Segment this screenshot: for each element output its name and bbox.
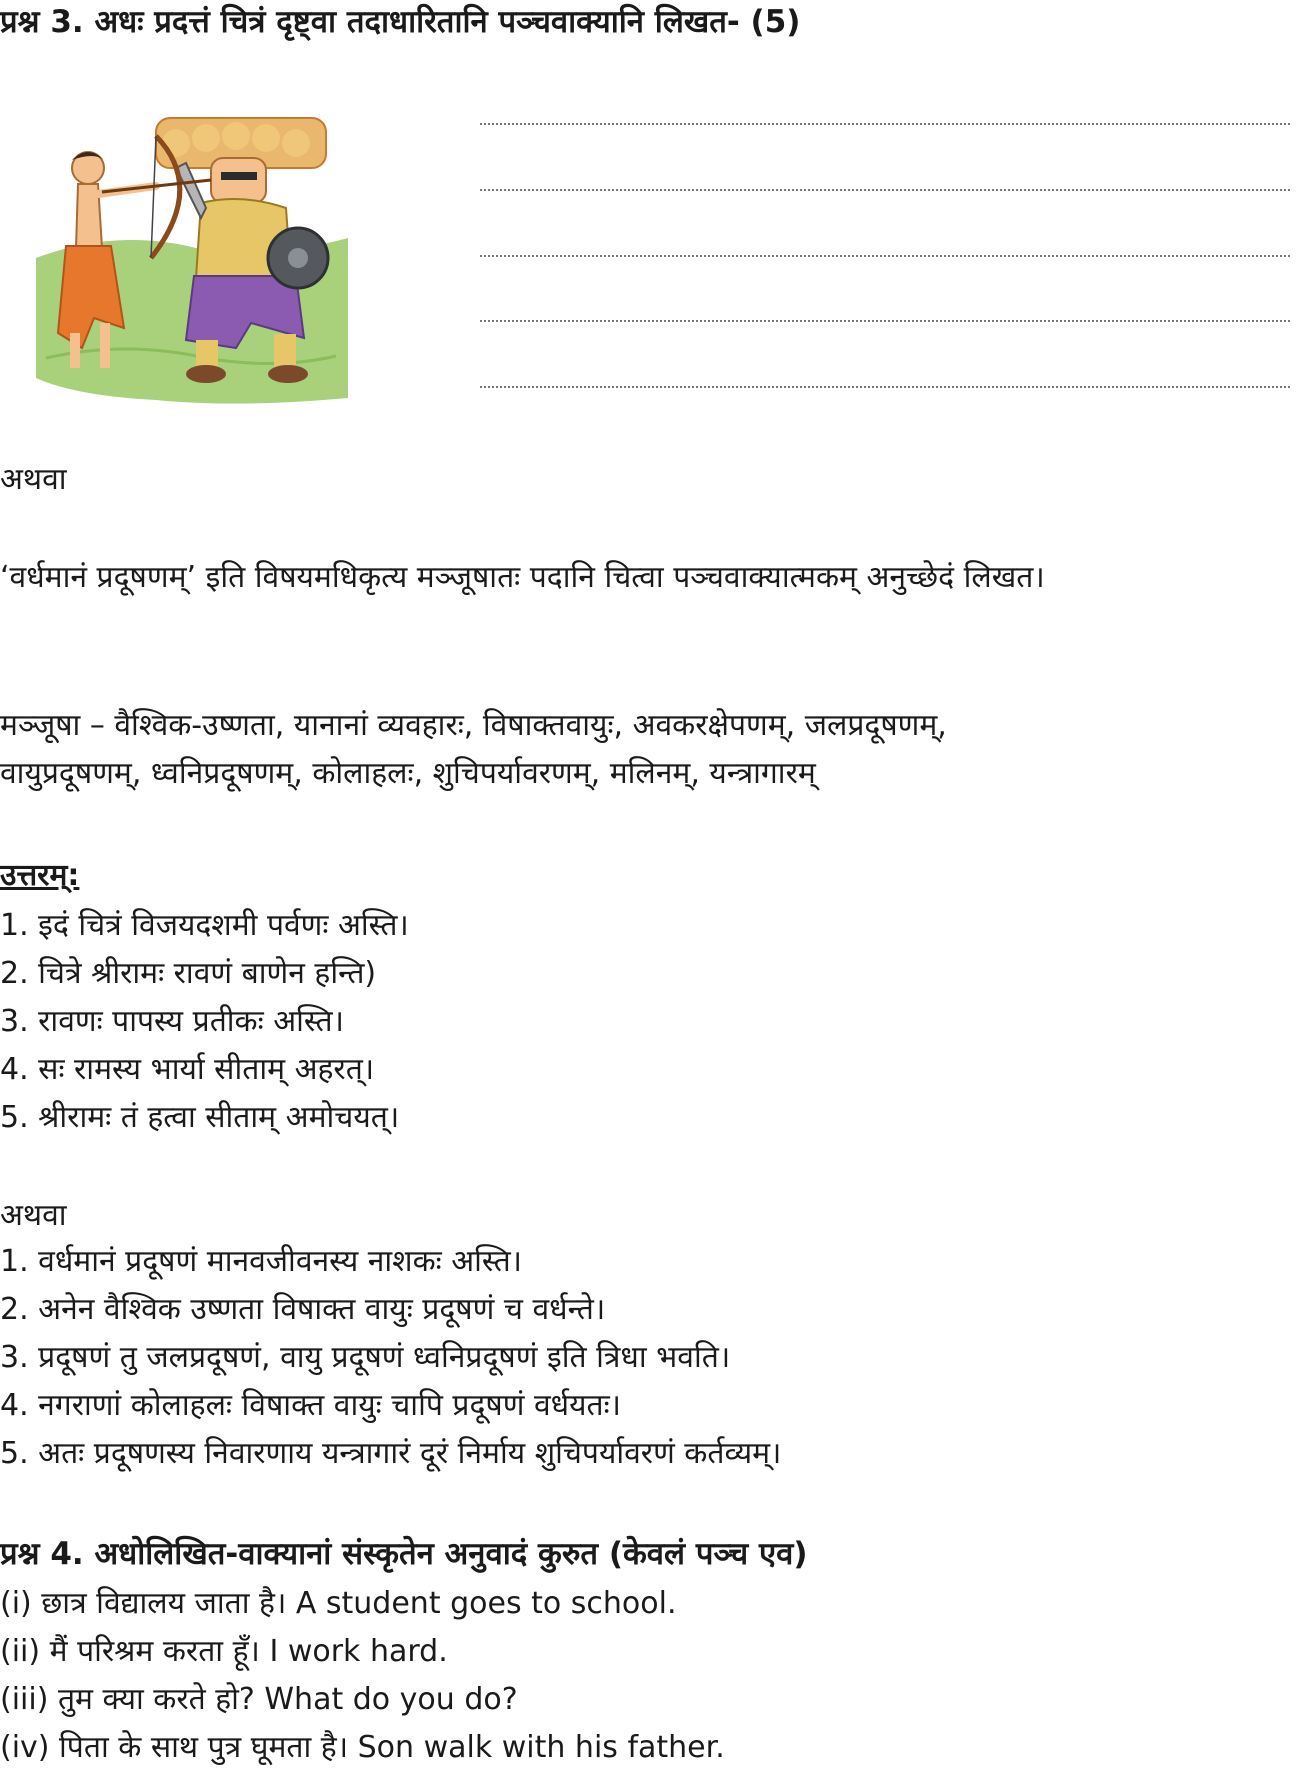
answer-item: 4. सः रामस्य भार्या सीताम् अहरत्। (0, 1052, 375, 1087)
answer-line[interactable] (480, 320, 1290, 322)
alt-answer-item: 2. अनेन वैश्विक उष्णता विषाक्त वायुः प्रदूषणं च वर्धन्ते। (0, 1292, 606, 1327)
question-3-heading: प्रश्न 3. अधः प्रदत्तं चित्रं दृष्ट्वा तदाधारितानि पञ्चवाक्यानि लिखत- (5) (0, 4, 801, 40)
question-4-heading: प्रश्न 4. अधोलिखित-वाक्यानां संस्कृतेन अनुवादं कुरुत (केवलं पञ्च एव) (0, 1536, 808, 1572)
answer-item: 3. रावणः पापस्य प्रतीकः अस्ति। (0, 1004, 345, 1039)
paragraph-instruction: ‘वर्धमानं प्रदूषणम्’ इति विषयमधिकृत्य मञ्जूषातः पदानि चित्वा पञ्चवाक्यात्मकम् अनुच्छेदं लिखत। (0, 560, 1045, 595)
answer-line[interactable] (480, 123, 1290, 125)
answer-item: 2. चित्रे श्रीरामः रावणं बाणेन हन्ति) (0, 956, 377, 991)
bowstring (151, 136, 156, 258)
manjusha-line-1: मञ्जूषा – वैश्विक-उष्णता, यानानां व्यवहारः, विषाक्तवायुः, अवकरक्षेपणम्, जलप्रदूषणम्, (0, 708, 947, 743)
alt-answer-item: 3. प्रदूषणं तु जलप्रदूषणं, वायु प्रदूषणं ध्वनिप्रदूषणं इति त्रिधा भवति। (0, 1340, 731, 1375)
translation-item: (i) छात्र विद्यालय जाता है। A student goes to school. (0, 1586, 677, 1621)
or-label-2: अथवा (0, 1198, 67, 1233)
or-label: अथवा (0, 462, 67, 497)
rama-shooting-ravana-illustration (36, 108, 348, 406)
answer-item: 1. इदं चित्रं विजयदशमी पर्वणः अस्ति। (0, 908, 409, 943)
answer-line[interactable] (480, 255, 1290, 257)
translation-item: (iv) पिता के साथ पुत्र घूमता है। Son walk with his father. (0, 1730, 725, 1765)
answer-label: उत्तरम्: (0, 858, 80, 893)
answer-line[interactable] (480, 189, 1290, 191)
alt-answer-item: 1. वर्धमानं प्रदूषणं मानवजीवनस्य नाशकः अस्ति। (0, 1244, 523, 1279)
alt-answer-item: 4. नगराणां कोलाहलः विषाक्त वायुः चापि प्रदूषणं वर्धयतः। (0, 1388, 622, 1423)
manjusha-line-2: वायुप्रदूषणम्, ध्वनिप्रदूषणम्, कोलाहलः, शुचिपर्यावरणम्, मलिनम्, यन्त्रागारम् (0, 756, 816, 791)
answer-item: 5. श्रीरामः तं हत्वा सीताम् अमोचयत्। (0, 1100, 400, 1135)
translation-item: (ii) मैं परिश्रम करता हूँ। I work hard. (0, 1634, 448, 1669)
alt-answer-item: 5. अतः प्रदूषणस्य निवारणाय यन्त्रागारं दूरं निर्माय शुचिपर्यावरणं कर्तव्यम्। (0, 1436, 782, 1471)
translation-item: (iii) तुम क्या करते हो? What do you do? (0, 1682, 518, 1717)
answer-line[interactable] (480, 386, 1290, 388)
